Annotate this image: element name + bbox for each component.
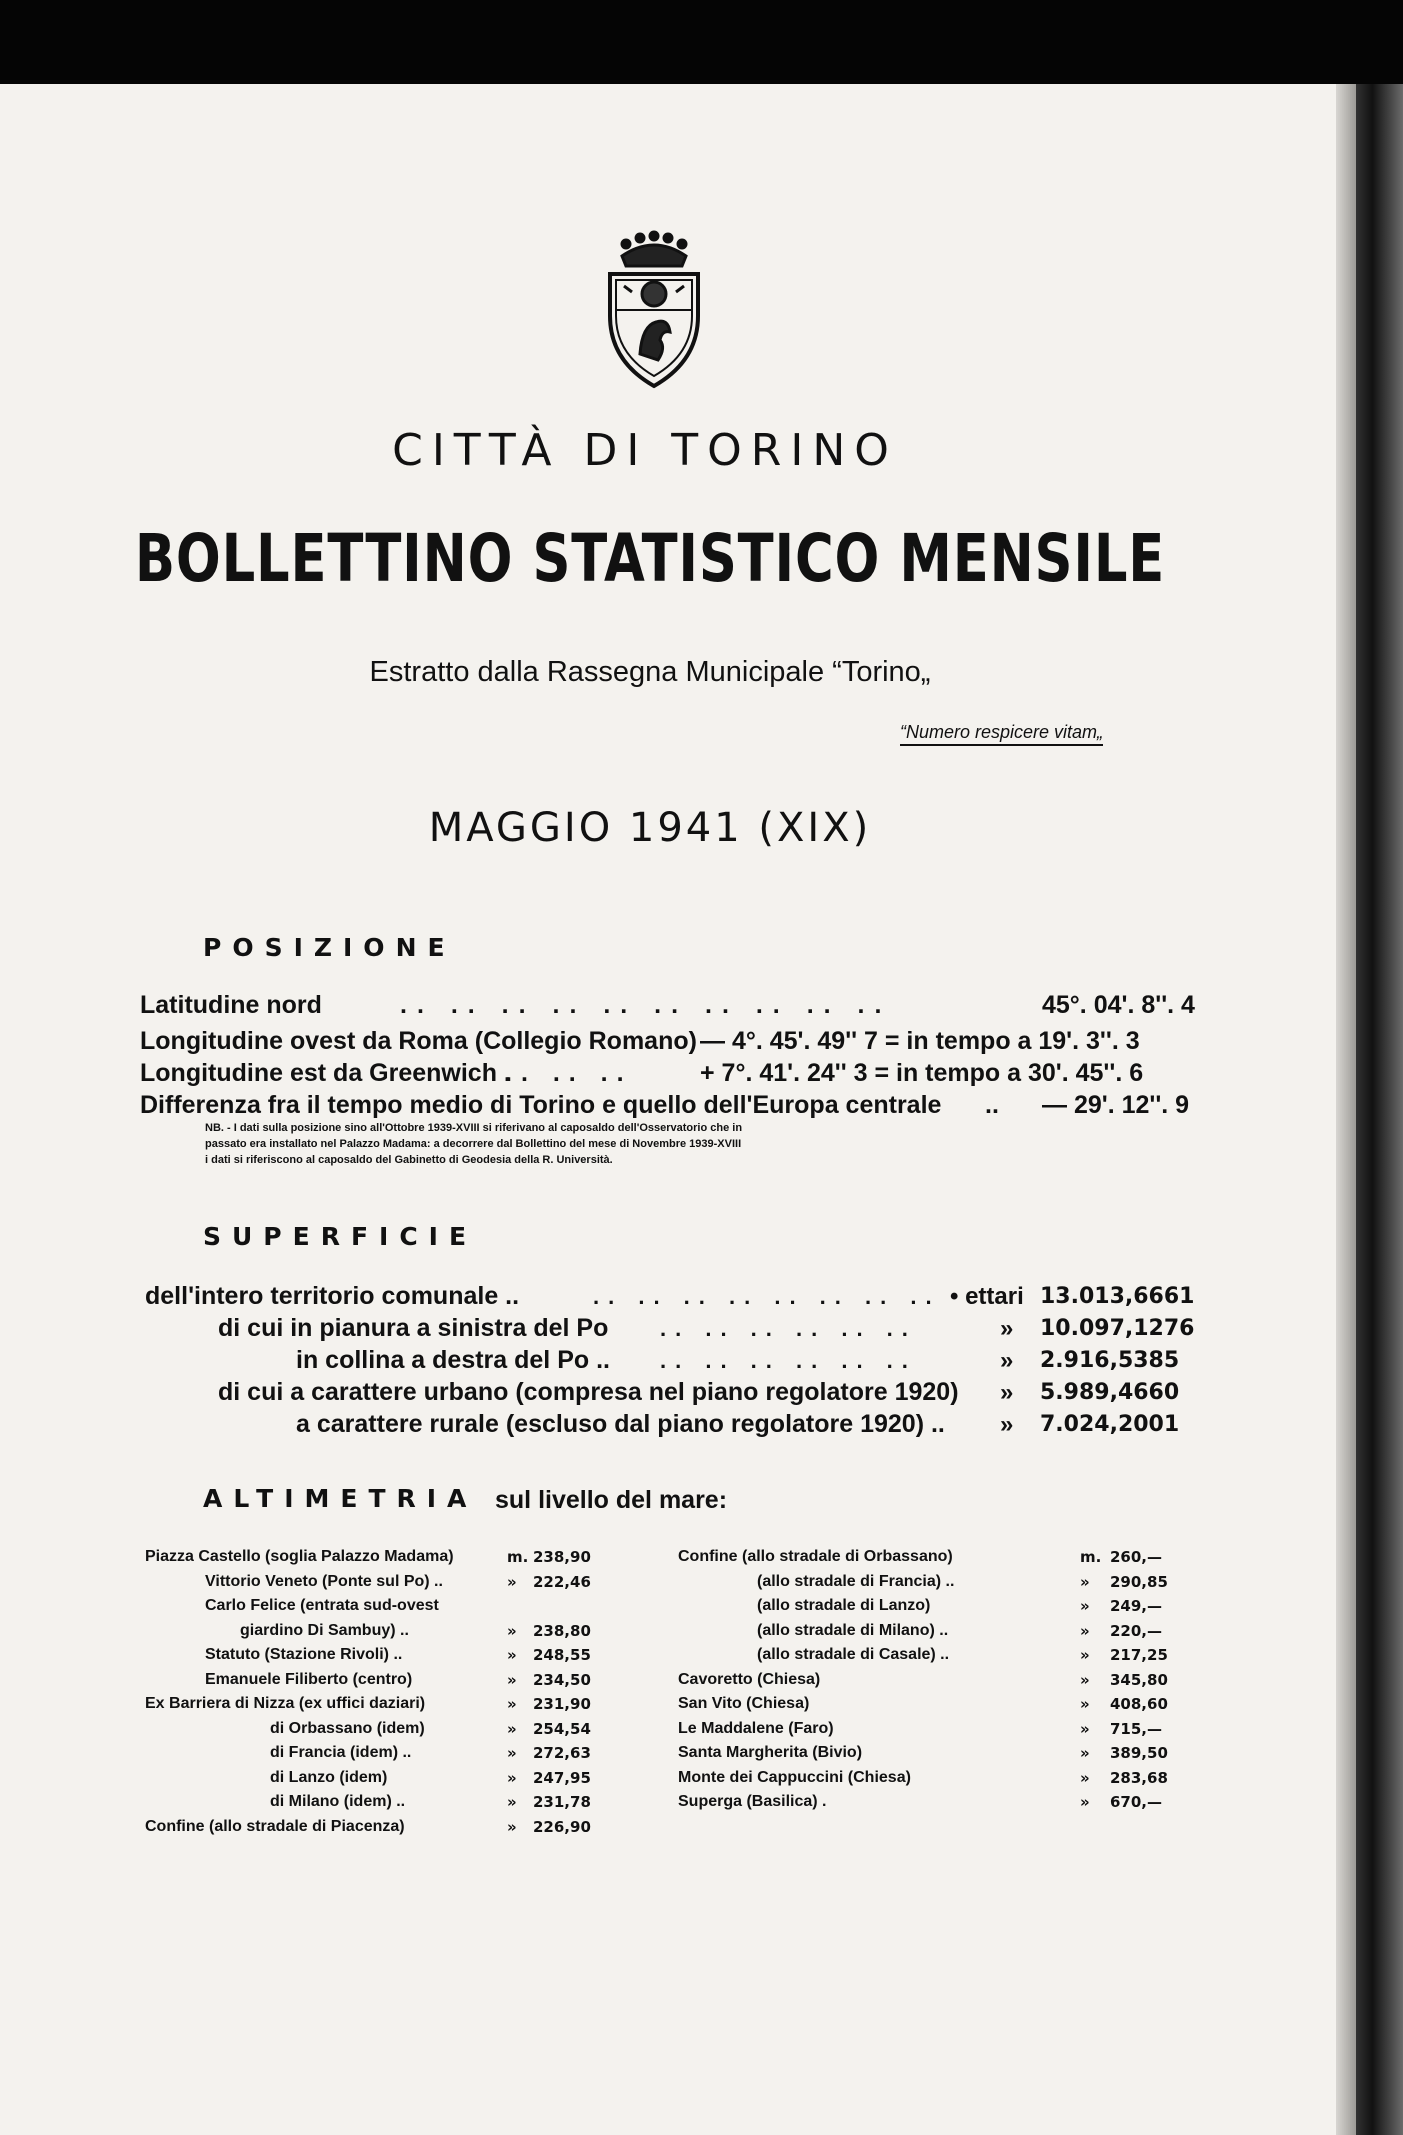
altimetria-row-unit: » [507, 1793, 517, 1811]
altimetria-row-value: 260,— [1110, 1548, 1163, 1566]
altimetria-row-unit: » [1080, 1572, 1090, 1591]
altimetria-row-value: 272,63 [533, 1744, 591, 1762]
altimetria-row-unit: » [1080, 1793, 1090, 1811]
posizione-row-value: — 4°. 45'. 49'' 7 = in tempo a 19'. 3''. 3 [700, 1027, 1140, 1055]
altimetria-row-value: 226,90 [533, 1817, 591, 1836]
posizione-row-value: 45°. 04'. 8''. 4 [1042, 991, 1195, 1019]
altimetria-row-unit: » [507, 1744, 517, 1762]
altimetria-row-value: 248,55 [533, 1646, 591, 1664]
altimetria-row-unit: » [1080, 1719, 1090, 1738]
coat-of-arms-icon [602, 226, 706, 391]
altimetria-row-label: di Lanzo (idem) [270, 1768, 388, 1786]
altimetria-row-unit: » [1080, 1597, 1090, 1615]
altimetria-row-unit: » [507, 1817, 517, 1836]
superficie-row-unit: » [1000, 1315, 1014, 1342]
altimetria-row-label: (allo stradale di Casale) .. [757, 1646, 950, 1663]
altimetria-row-label: Vittorio Veneto (Ponte sul Po) .. [205, 1572, 443, 1590]
altimetria-row-label: di Milano (idem) .. [270, 1793, 406, 1810]
altimetria-row-value: 222,46 [533, 1572, 591, 1591]
altimetria-row-label: Cavoretto (Chiesa) [678, 1670, 821, 1688]
scan-border-top [0, 0, 1403, 84]
altimetria-row-label: (allo stradale di Milano) .. [757, 1621, 949, 1639]
altimetria-row-label: Le Maddalene (Faro) [678, 1719, 834, 1737]
altimetria-row-value: 217,25 [1110, 1646, 1168, 1664]
posizione-row-dots: .. .. .. [505, 1059, 633, 1087]
superficie-row-unit: » [1000, 1411, 1014, 1438]
altimetria-row-value: 231,90 [533, 1695, 591, 1713]
posizione-row-label: Latitudine nord [140, 991, 322, 1019]
altimetria-row-label: Emanuele Filiberto (centro) [205, 1670, 413, 1688]
superficie-row-unit: » [1000, 1379, 1014, 1406]
altimetria-row-label: (allo stradale di Lanzo) [757, 1597, 931, 1614]
altimetria-row-label: Santa Margherita (Bivio) [678, 1744, 863, 1761]
posizione-row-value: — 29'. 12''. 9 [1042, 1091, 1190, 1119]
altimetria-row-unit: m. [507, 1548, 529, 1566]
altimetria-row-value: 408,60 [1110, 1695, 1168, 1713]
altimetria-row-value: 290,85 [1110, 1572, 1168, 1591]
altimetria-row-value: 345,80 [1110, 1670, 1168, 1689]
posizione-row-dots: .. [985, 1091, 999, 1119]
altimetria-heading-suffix: sul livello del mare: [495, 1486, 728, 1514]
posizione-row-label: Differenza fra il tempo medio di Torino e quello dell'Europa centrale [140, 1091, 942, 1119]
posizione-note-line: i dati si riferiscono al caposaldo del Gabinetto di Geodesia della R. Università. [205, 1154, 613, 1166]
superficie-row-dots: .. .. .. .. .. .. [660, 1316, 917, 1341]
altimetria-row-unit: » [1080, 1621, 1090, 1640]
posizione-row-value: + 7°. 41'. 24'' 3 = in tempo a 30'. 45''. 6 [700, 1059, 1144, 1087]
altimetria-row-label: di Orbassano (idem) [270, 1719, 425, 1737]
altimetria-row-value: 231,78 [533, 1793, 591, 1811]
superficie-row-value: 10.097,1276 [1040, 1316, 1195, 1341]
superficie-row-unit: » [1000, 1347, 1014, 1374]
superficie-row-unit: • ettari [950, 1283, 1024, 1310]
altimetria-row-label: Superga (Basilica) . [678, 1793, 827, 1810]
superficie-row-label: a carattere rurale (escluso dal piano regolatore 1920) .. [296, 1410, 945, 1438]
bulletin-title: BOLLETTINO STATISTICO MENSILE [134, 520, 1166, 597]
issue-date: MAGGIO 1941 (XIX) [428, 805, 872, 851]
superficie-row-label: in collina a destra del Po .. [296, 1346, 610, 1374]
superficie-row-value: 13.013,6661 [1040, 1284, 1195, 1309]
posizione-row-label: Longitudine ovest da Roma (Collegio Romano) [140, 1027, 697, 1055]
altimetria-row-unit: m. [1080, 1548, 1102, 1566]
altimetria-row-unit: » [1080, 1744, 1090, 1762]
superficie-row-value: 2.916,5385 [1040, 1348, 1180, 1373]
altimetria-row-label: Ex Barriera di Nizza (ex uffici daziari) [145, 1695, 426, 1712]
superficie-row-dots: .. .. .. .. .. .. .. .. [593, 1284, 941, 1309]
altimetria-row-value: 670,— [1110, 1793, 1163, 1811]
altimetria-row-label: Piazza Castello (soglia Palazzo Madama) [145, 1548, 454, 1565]
altimetria-row-label: (allo stradale di Francia) .. [757, 1572, 955, 1590]
altimetria-row-value: 715,— [1110, 1719, 1163, 1738]
motto: “Numero respicere vitam„ [900, 722, 1103, 746]
altimetria-row-value: 389,50 [1110, 1744, 1168, 1762]
altimetria-row-value: 254,54 [533, 1719, 591, 1738]
subtitle: Estratto dalla Rassegna Municipale “Torino„ [369, 656, 931, 688]
altimetria-row-value: 238,90 [533, 1548, 591, 1566]
altimetria-row-value: 220,— [1110, 1621, 1163, 1640]
altimetria-row-value: 247,95 [533, 1768, 591, 1787]
altimetria-row-value: 249,— [1110, 1597, 1163, 1615]
altimetria-row-unit: » [507, 1768, 517, 1787]
superficie-row-label: di cui a carattere urbano (compresa nel piano regolatore 1920) [218, 1378, 959, 1406]
posizione-note-line: passato era installato nel Palazzo Madama: a decorrere dal Bollettino del mese di Novembre 1939-XVIII [205, 1138, 742, 1150]
altimetria-row-unit: » [507, 1646, 517, 1664]
altimetria-row-value: 234,50 [533, 1670, 591, 1689]
posizione-note-line: NB. - I dati sulla posizione sino all'Ottobre 1939-XVIII si riferivano al caposaldo dell'Osservatorio che in [205, 1122, 743, 1134]
section-heading-altimetria: ALTIMETRIA [203, 1484, 478, 1513]
altimetria-row-label: Confine (allo stradale di Piacenza) [145, 1817, 405, 1835]
altimetria-row-label: Statuto (Stazione Rivoli) .. [205, 1646, 403, 1663]
superficie-row-value: 5.989,4660 [1040, 1380, 1180, 1405]
altimetria-row-unit: » [507, 1719, 517, 1738]
scan-border-right [1352, 0, 1403, 2135]
altimetria-row-unit: » [507, 1621, 517, 1640]
superficie-row-dots: .. .. .. .. .. .. [660, 1348, 917, 1373]
superficie-row-label: di cui in pianura a sinistra del Po [218, 1314, 609, 1342]
posizione-row-dots: .. .. .. .. .. .. .. .. .. .. [400, 991, 892, 1019]
posizione-row-label: Longitudine est da Greenwich . [140, 1059, 511, 1087]
altimetria-row-value: 238,80 [533, 1621, 591, 1640]
altimetria-row-label: San Vito (Chiesa) [678, 1695, 810, 1712]
altimetria-row-label: di Francia (idem) .. [270, 1744, 412, 1761]
altimetria-row-label: Monte dei Cappuccini (Chiesa) [678, 1768, 911, 1786]
section-heading-posizione: POSIZIONE [203, 933, 456, 962]
altimetria-row-unit: » [507, 1695, 517, 1713]
altimetria-row-unit: » [507, 1670, 517, 1689]
altimetria-row-unit: » [507, 1572, 517, 1591]
altimetria-row-label: Carlo Felice (entrata sud-ovest [205, 1597, 439, 1614]
city-name: CITTÀ DI TORINO [392, 425, 898, 476]
altimetria-row-unit: » [1080, 1695, 1090, 1713]
section-heading-superficie: SUPERFICIE [203, 1222, 478, 1251]
superficie-row-value: 7.024,2001 [1040, 1412, 1180, 1437]
altimetria-row-unit: » [1080, 1646, 1090, 1664]
altimetria-row-value: 283,68 [1110, 1768, 1168, 1787]
superficie-row-label: dell'intero territorio comunale .. [145, 1282, 520, 1310]
page-edge [1336, 84, 1356, 2135]
altimetria-row-label: Confine (allo stradale di Orbassano) [678, 1548, 953, 1565]
altimetria-row-label: giardino Di Sambuy) .. [240, 1621, 409, 1639]
altimetria-row-unit: » [1080, 1768, 1090, 1787]
altimetria-row-unit: » [1080, 1670, 1090, 1689]
